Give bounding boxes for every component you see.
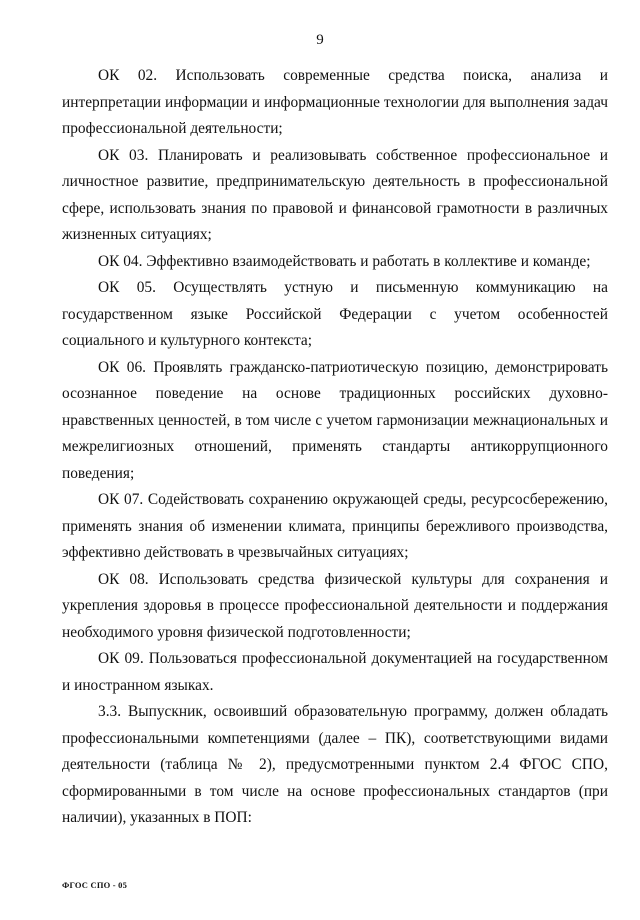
- document-body: [62, 63, 608, 832]
- page-number: 9: [316, 32, 324, 48]
- paragraph-3-3: 3.3. Выпускник, освоивший образовательную программу, должен обладать профессиональными компетенциями (далее – ПК), соответствующими видами деятельности (таблица № 2), предусмотренными пунктом 2.4 ФГОС СПО, сформированными в том числе на основе профессиональных стандартов (при наличии), указанных в ПОП:: [62, 703, 608, 826]
- paragraph-ok-05: ОК 05. Осуществлять устную и письменную коммуникацию на государственном языке Российской Федерации с учетом особенностей социального и культурного контекста;: [62, 279, 608, 349]
- paragraph-ok-06: ОК 06. Проявлять гражданско-патриотическую позицию, демонстрировать осознанное поведение на основе традиционных российских духовно-нравственных ценностей, в том числе с учетом гармонизации межнациональных и межрелигиозных отношений, применять стандарты антикоррупционного поведения;: [62, 358, 608, 482]
- paragraph-ok-08: ОК 08. Использовать средства физической культуры для сохранения и укрепления здоровья в процессе профессиональной деятельности и поддержания необходимого уровня физической подготовленности;: [62, 570, 608, 641]
- paragraph-ok-03: ОК 03. Планировать и реализовывать собственное профессиональное и личностное развитие, предпринимательскую деятельность в профессиональной сфере, использовать знания по правовой и финансовой грамотности в различных жизненных ситуациях;: [62, 146, 608, 243]
- footer-label: ФГОС СПО - 05: [62, 880, 128, 890]
- paragraph-ok-04: ОК 04. Эффективно взаимодействовать и работать в коллективе и команде;: [98, 252, 591, 270]
- paragraph-ok-09: ОК 09. Пользоваться профессиональной документацией на государственном и иностранном языках.: [62, 650, 608, 694]
- paragraph-ok-02: ОК 02. Использовать современные средства поиска, анализа и интерпретации информации и информационные технологии для выполнения задач профессиональной деятельности;: [62, 67, 608, 137]
- paragraph-ok-07: ОК 07. Содействовать сохранению окружающей среды, ресурсосбережению, применять знания об изменении климата, принципы бережливого производства, эффективно действовать в чрезвычайных ситуациях;: [62, 491, 608, 561]
